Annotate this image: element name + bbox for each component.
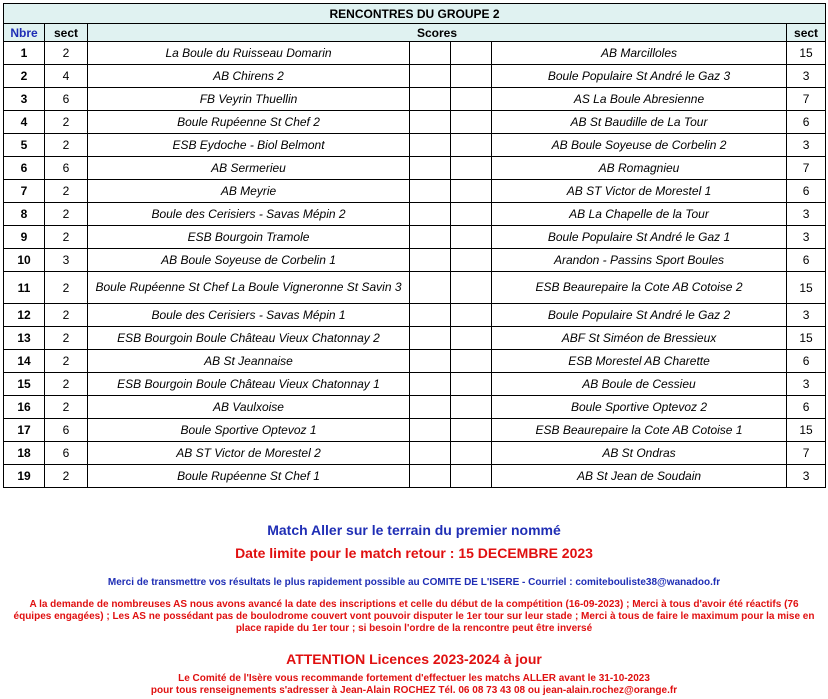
footer-renseignements: pour tous renseignements s'adresser à Jean-Alain ROCHEZ Tél. 06 08 73 43 08 ou jean-alain.rochez@orange.fr [150,685,678,696]
match-number: 9 [4,226,45,249]
match-number: 1 [4,42,45,65]
team-away: Boule Populaire St André le Gaz 3 [492,65,787,88]
score-home [410,42,451,65]
footer-transmettre: Merci de transmettre vos résultats le plus rapidement possible au COMITE DE L'ISERE - Courriel : comitebouliste38@wanadoo.fr [107,577,721,588]
team-home: Boule Rupéenne St Chef 1 [88,465,410,488]
team-home: AB St Jeannaise [88,350,410,373]
score-away [451,327,492,350]
score-home [410,304,451,327]
table-row [4,226,826,249]
score-home [410,249,451,272]
sect-left: 2 [45,134,88,157]
score-away [451,373,492,396]
score-home [410,465,451,488]
match-number: 4 [4,111,45,134]
sect-right: 15 [787,327,826,350]
team-away: ESB Beaurepaire la Cote AB Cotoise 2 [492,272,787,304]
team-home: ESB Eydoche - Biol Belmont [88,134,410,157]
team-away: Arandon - Passins Sport Boules [492,249,787,272]
table-row [4,272,826,304]
team-away: AB St Ondras [492,442,787,465]
sect-left: 6 [45,157,88,180]
score-away [451,350,492,373]
sect-left: 4 [45,65,88,88]
score-home [410,272,451,304]
match-number: 18 [4,442,45,465]
matches-table [3,3,826,488]
sect-left: 2 [45,180,88,203]
sect-left: 2 [45,350,88,373]
sect-right: 6 [787,180,826,203]
match-number: 15 [4,373,45,396]
team-home: AB Meyrie [88,180,410,203]
score-away [451,396,492,419]
match-number: 14 [4,350,45,373]
team-away: Boule Populaire St André le Gaz 1 [492,226,787,249]
score-away [451,272,492,304]
sect-left: 6 [45,419,88,442]
footer-notice: A la demande de nombreuses AS nous avons avancé la date des inscriptions et celle du début de la compétition (16-09-2023) ; Merci à tous d'avoir été réactifs (76 équipes engagées) ; Les AS ne possédant pas de boulodrome couvert vont pouvoir disputer le 1er tour sur leur stade ; Merci à tous de faire le maximum pour la mise en place rapide du 1er tour ; si besoin l'ordre de la rencontre peut être inversé [13,599,815,634]
team-away: Boule Sportive Optevoz 2 [492,396,787,419]
score-away [451,226,492,249]
score-home [410,373,451,396]
header-scores: Scores [88,24,787,42]
match-number: 10 [4,249,45,272]
sect-right: 6 [787,249,826,272]
match-number: 8 [4,203,45,226]
team-home: La Boule du Ruisseau Domarin [88,42,410,65]
match-number: 3 [4,88,45,111]
table-row [4,249,826,272]
score-home [410,111,451,134]
sect-right: 7 [787,442,826,465]
team-home: Boule Rupéenne St Chef 2 [88,111,410,134]
team-away: AB La Chapelle de la Tour [492,203,787,226]
team-home: FB Veyrin Thuellin [88,88,410,111]
sect-right: 3 [787,373,826,396]
sect-left: 2 [45,272,88,304]
team-home: AB Chirens 2 [88,65,410,88]
score-home [410,396,451,419]
table-row [4,157,826,180]
team-home: Boule des Cerisiers - Savas Mépin 1 [88,304,410,327]
footer-match-aller: Match Aller sur le terrain du premier nommé [267,522,561,538]
team-home: Boule des Cerisiers - Savas Mépin 2 [88,203,410,226]
team-away: AB Marcilloles [492,42,787,65]
sect-right: 7 [787,157,826,180]
team-away: ESB Beaurepaire la Cote AB Cotoise 1 [492,419,787,442]
score-home [410,327,451,350]
header-nbre: Nbre [4,24,45,42]
score-home [410,65,451,88]
score-away [451,249,492,272]
match-number: 2 [4,65,45,88]
sect-left: 2 [45,396,88,419]
score-away [451,42,492,65]
table-row [4,350,826,373]
team-home: ESB Bourgoin Boule Château Vieux Chatonnay 2 [88,327,410,350]
match-number: 11 [4,272,45,304]
sect-left: 6 [45,88,88,111]
score-away [451,88,492,111]
team-away: AB Boule de Cessieu [492,373,787,396]
score-home [410,350,451,373]
team-away: AB ST Victor de Morestel 1 [492,180,787,203]
score-away [451,465,492,488]
table-row [4,396,826,419]
sect-left: 2 [45,111,88,134]
team-away: AB St Baudille de La Tour [492,111,787,134]
team-away: AB St Jean de Soudain [492,465,787,488]
score-home [410,442,451,465]
table-row [4,373,826,396]
header-sect-left: sect [45,24,88,42]
score-away [451,442,492,465]
sect-left: 3 [45,249,88,272]
score-away [451,304,492,327]
table-row [4,42,826,65]
team-home: Boule Rupéenne St Chef La Boule Vigneronne St Savin 3 [88,272,410,304]
table-row [4,465,826,488]
score-away [451,180,492,203]
match-number: 5 [4,134,45,157]
score-home [410,226,451,249]
score-home [410,134,451,157]
sect-right: 6 [787,111,826,134]
match-number: 6 [4,157,45,180]
team-away: ESB Morestel AB Charette [492,350,787,373]
match-number: 12 [4,304,45,327]
score-home [410,180,451,203]
team-home: AB Sermerieu [88,157,410,180]
sect-right: 3 [787,203,826,226]
table-row [4,419,826,442]
sect-left: 2 [45,465,88,488]
table-row [4,304,826,327]
table-row [4,180,826,203]
sect-left: 2 [45,327,88,350]
team-home: Boule Sportive Optevoz 1 [88,419,410,442]
table-row [4,442,826,465]
table-row [4,111,826,134]
match-number: 13 [4,327,45,350]
match-number: 16 [4,396,45,419]
sect-right: 15 [787,42,826,65]
sect-right: 3 [787,304,826,327]
score-home [410,157,451,180]
sect-left: 2 [45,304,88,327]
score-home [410,88,451,111]
team-away: Boule Populaire St André le Gaz 2 [492,304,787,327]
sect-left: 2 [45,203,88,226]
sect-left: 2 [45,226,88,249]
table-row [4,327,826,350]
sect-left: 2 [45,373,88,396]
team-away: AB Romagnieu [492,157,787,180]
team-away: AS La Boule Abresienne [492,88,787,111]
team-home: ESB Bourgoin Boule Château Vieux Chatonnay 1 [88,373,410,396]
table-row [4,65,826,88]
sect-right: 3 [787,465,826,488]
score-home [410,419,451,442]
sect-right: 3 [787,226,826,249]
title-row [4,4,826,24]
table-title: RENCONTRES DU GROUPE 2 [4,4,826,24]
header-sect-right: sect [787,24,826,42]
team-home: AB ST Victor de Morestel 2 [88,442,410,465]
sect-left: 2 [45,42,88,65]
footer-licences: ATTENTION Licences 2023-2024 à jour [286,651,542,667]
score-away [451,111,492,134]
score-home [410,203,451,226]
team-home: AB Boule Soyeuse de Corbelin 1 [88,249,410,272]
team-away: AB Boule Soyeuse de Corbelin 2 [492,134,787,157]
match-number: 17 [4,419,45,442]
sect-right: 15 [787,272,826,304]
score-away [451,134,492,157]
table-row [4,134,826,157]
match-number: 7 [4,180,45,203]
team-away: ABF St Siméon de Bressieux [492,327,787,350]
sect-left: 6 [45,442,88,465]
sect-right: 15 [787,419,826,442]
score-away [451,203,492,226]
score-away [451,65,492,88]
column-header-row [4,24,826,42]
footer-contact [0,673,828,697]
table-row [4,203,826,226]
footer-date-limite: Date limite pour le match retour : 15 DECEMBRE 2023 [235,545,593,561]
sect-right: 6 [787,350,826,373]
sect-right: 7 [787,88,826,111]
footer-recommandation: Le Comité de l'Isère vous recommande fortement d'effectuer les matchs ALLER avant le 31-10-2023 [178,673,650,684]
team-home: AB Vaulxoise [88,396,410,419]
sect-right: 3 [787,65,826,88]
sect-right: 3 [787,134,826,157]
match-number: 19 [4,465,45,488]
team-home: ESB Bourgoin Tramole [88,226,410,249]
table-row [4,88,826,111]
score-away [451,419,492,442]
sect-right: 6 [787,396,826,419]
score-away [451,157,492,180]
